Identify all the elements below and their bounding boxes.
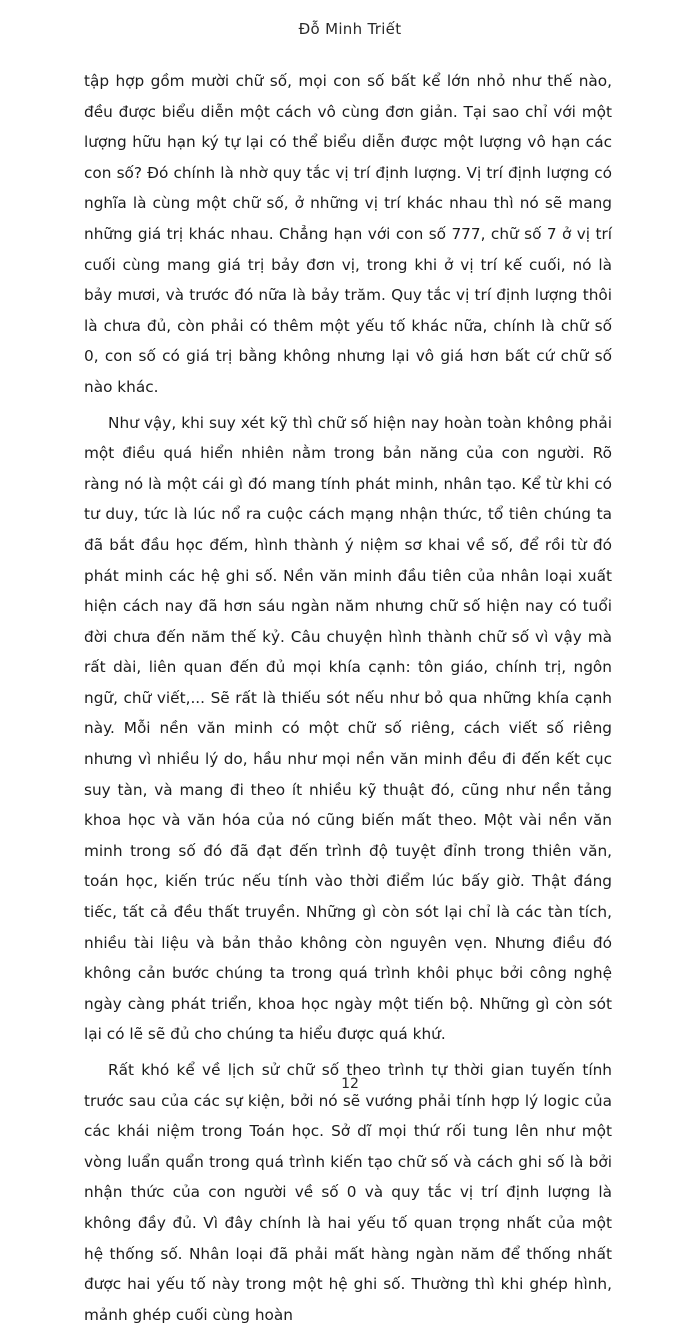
running-header-author: Đỗ Minh Triết <box>298 20 402 38</box>
paragraph: Như vậy, khi suy xét kỹ thì chữ số hiện nay hoàn toàn không phải một điều quá hiển nhiên nằm trong bản năng của con người. Rõ ràng nó là một cái gì đó mang tính phát minh, nhân tạo. Kể từ khi có tư duy, tức là lúc nổ ra cuộc cách mạng nhận thức, tổ tiên chúng ta đã bắt đầu học đếm, hình thành ý niệm sơ khai về số, để rồi từ đó phát minh các hệ ghi số. Nền văn minh đầu tiên của nhân loại xuất hiện cách nay đã hơn sáu ngàn năm nhưng chữ số hiện nay có tuổi đời chưa đến năm thế kỷ. Câu chuyện hình thành chữ số vì vậy mà rất dài, liên quan đến đủ mọi khía cạnh: tôn giáo, chính trị, ngôn ngữ, chữ viết,... Sẽ rất là thiếu sót nếu như bỏ qua những khía cạnh này. Mỗi nền văn minh có một chữ số riêng, cách viết số riêng nhưng vì nhiều lý do, hầu như mọi nền văn minh đều đi đến kết cục suy tàn, và mang đi theo ít nhiều kỹ thuật đó, cũng như nền tảng khoa học và văn hóa của nó cũng biến mất theo. Một vài nền văn minh trong số đó đã đạt đến trình độ tuyệt đỉnh trong thiên văn, toán học, kiến trúc nếu tính vào thời điểm lúc bấy giờ. Thật đáng tiếc, tất cả đều thất truyền. Những gì còn sót lại chỉ là các tàn tích, nhiều tài liệu và bản thảo không còn nguyên vẹn. Nhưng điều đó không cản bước chúng ta trong quá trình khôi phục bởi công nghệ ngày càng phát triển, khoa học ngày một tiến bộ. Những gì còn sót lại có lẽ sẽ đủ cho chúng ta hiểu được quá khứ. <box>84 413 612 1044</box>
page-number: 12 <box>341 1076 359 1092</box>
body-text <box>84 66 612 1335</box>
paragraph-continuation: tập hợp gồm mười chữ số, mọi con số bất kể lớn nhỏ như thế nào, đều được biểu diễn một cách vô cùng đơn giản. Tại sao chỉ với một lượng hữu hạn ký tự lại có thể biểu diễn được một lượng vô hạn các con số? Đó chính là nhờ quy tắc vị trí định lượng. Vị trí định lượng có nghĩa là cùng một chữ số, ở những vị trí khác nhau thì nó sẽ mang những giá trị khác nhau. Chẳng hạn với con số 777, chữ số 7 ở vị trí cuối cùng mang giá trị bảy đơn vị, trong khi ở vị trí kế cuối, nó là bảy mươi, và trước đó nữa là bảy trăm. Quy tắc vị trí định lượng thôi là chưa đủ, còn phải có thêm một yếu tố khác nữa, chính là chữ số 0, con số có giá trị bằng không nhưng lại vô giá hơn bất cứ chữ số nào khác. <box>84 72 612 396</box>
paragraph: Rất khó kể về lịch sử chữ số theo trình tự thời gian tuyến tính trước sau của các sự kiện, bởi nó sẽ vướng phải tính hợp lý logic của các khái niệm trong Toán học. Sở dĩ mọi thứ rối tung lên như một vòng luẩn quẩn trong quá trình kiến tạo chữ số và cách ghi số là bởi nhận thức của con người về số 0 và quy tắc vị trí định lượng là không đầy đủ. Vì đây chính là hai yếu tố quan trọng nhất của một hệ thống số. Nhân loại đã phải mất hàng ngàn năm để thống nhất được hai yếu tố này trong một hệ ghi số. Thường thì khi ghép hình, mảnh ghép cuối cùng hoàn <box>84 1061 612 1324</box>
